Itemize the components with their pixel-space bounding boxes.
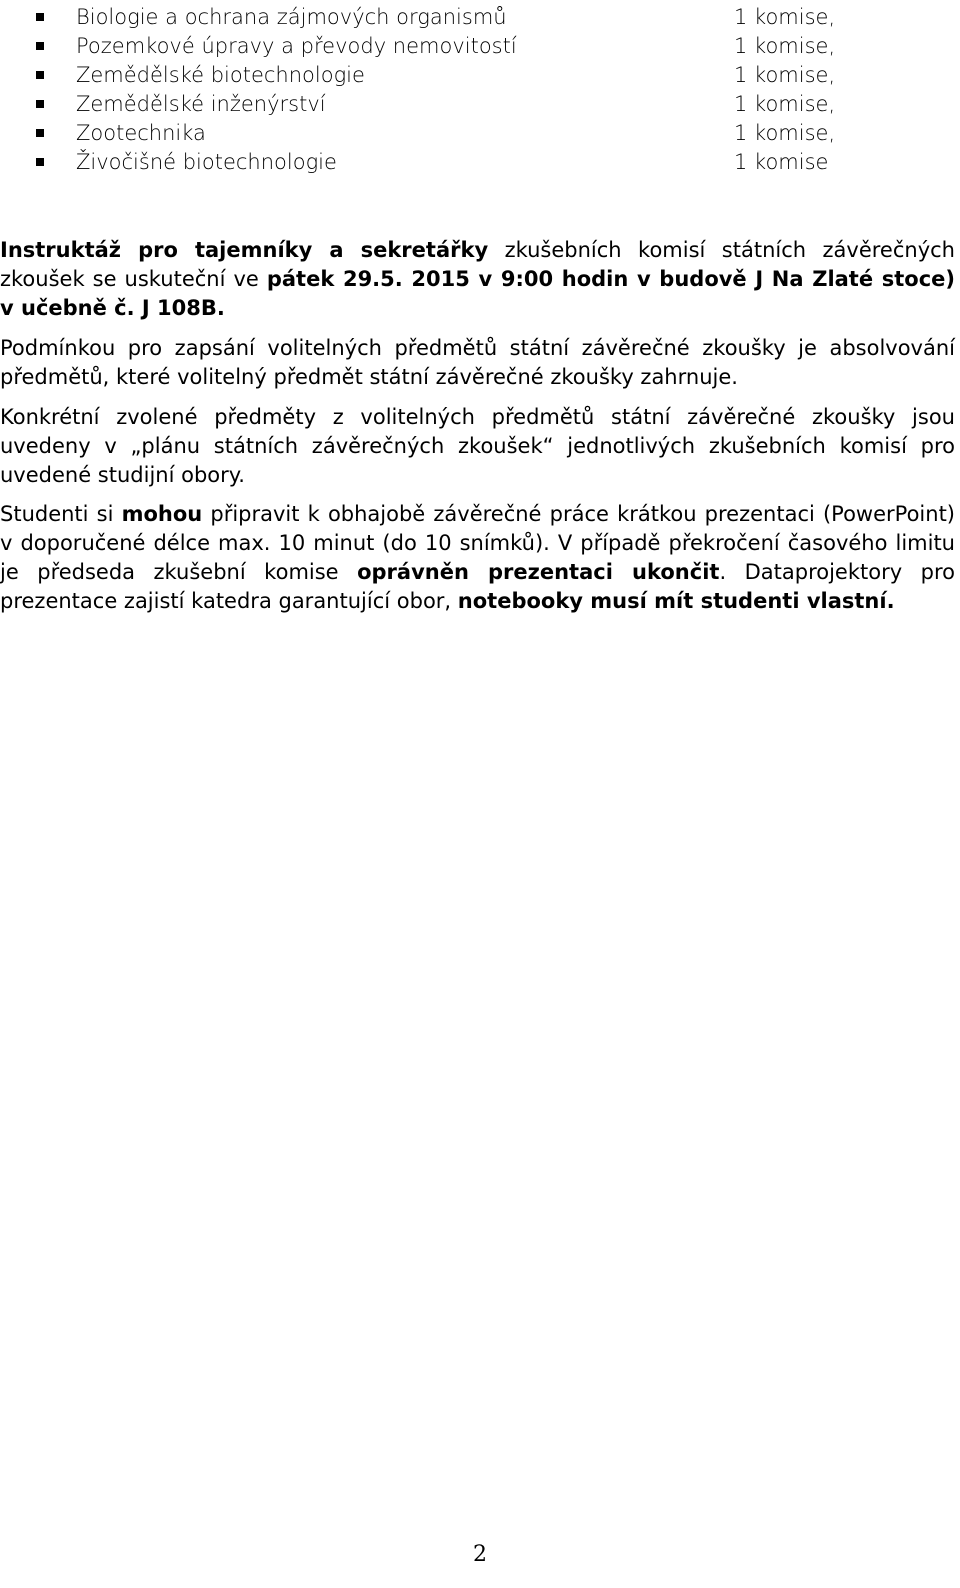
subjects-paragraph: Konkrétní zvolené předměty z volitelných předmětů státní závěrečné zkoušky jsou uvedeny v „plánu státních závěrečných zkoušek“ jednotlivých zkušebních komisí pro uvedené studijní obory. xyxy=(0,405,955,487)
commission-list xyxy=(36,2,856,176)
commission-count: 1 komise, xyxy=(734,62,836,87)
list-item xyxy=(36,89,856,118)
instruction-paragraph xyxy=(0,236,955,323)
list-item xyxy=(36,147,856,176)
presentation-bold-authorized: oprávněn prezentaci ukončit xyxy=(357,560,720,584)
square-bullet-icon xyxy=(36,13,44,21)
presentation-text-a: Studenti si xyxy=(0,502,122,526)
field-name: Zemědělské biotechnologie xyxy=(76,62,365,87)
presentation-paragraph xyxy=(0,500,955,616)
square-bullet-icon xyxy=(36,158,44,166)
commission-count: 1 komise, xyxy=(734,120,836,145)
list-item xyxy=(36,31,856,60)
presentation-text-b: připravit k obhajobě závěrečné práce krátkou prezentaci (PowerPoint) v doporučené délce max. 10 minut (do 10 snímků). V případě překročení časového limitu je předseda zkušební komise xyxy=(0,502,955,584)
commission-count: 1 komise, xyxy=(734,91,836,116)
commission-count: 1 komise xyxy=(734,149,829,174)
instruction-heading: Instruktáž pro tajemníky a sekretářky xyxy=(0,238,489,262)
presentation-text-c: . Dataprojektory pro prezentace zajistí katedra garantující obor, xyxy=(0,560,955,613)
prerequisite-paragraph: Podmínkou pro zapsání volitelných předmětů státní závěrečné zkoušky je absolvování předmětů, které volitelný předmět státní závěrečné zkoušky zahrnuje. xyxy=(0,336,955,389)
list-item xyxy=(36,2,856,31)
square-bullet-icon xyxy=(36,100,44,108)
presentation-bold-mohou: mohou xyxy=(121,502,203,526)
square-bullet-icon xyxy=(36,129,44,137)
commission-count: 1 komise, xyxy=(734,33,836,58)
field-name: Zootechnika xyxy=(76,120,206,145)
field-name: Živočišné biotechnologie xyxy=(76,149,337,174)
instruction-date-place: pátek 29.5. 2015 v 9:00 hodin v budově J Na Zlaté stoce) v učebně č. J 108B. xyxy=(0,267,956,320)
page-number: 2 xyxy=(473,1542,487,1567)
commission-count: 1 komise, xyxy=(734,4,836,29)
square-bullet-icon xyxy=(36,42,44,50)
presentation-bold-notebooks: notebooky musí mít studenti vlastní. xyxy=(457,589,895,613)
field-name: Pozemkové úpravy a převody nemovitostí xyxy=(76,33,517,58)
list-item xyxy=(36,118,856,147)
field-name: Zemědělské inženýrství xyxy=(76,91,326,116)
field-name: Biologie a ochrana zájmových organismů xyxy=(76,4,507,29)
square-bullet-icon xyxy=(36,71,44,79)
instruction-text: zkušebních komisí státních závěrečných zkoušek se uskuteční ve xyxy=(0,238,955,291)
list-item xyxy=(36,60,856,89)
